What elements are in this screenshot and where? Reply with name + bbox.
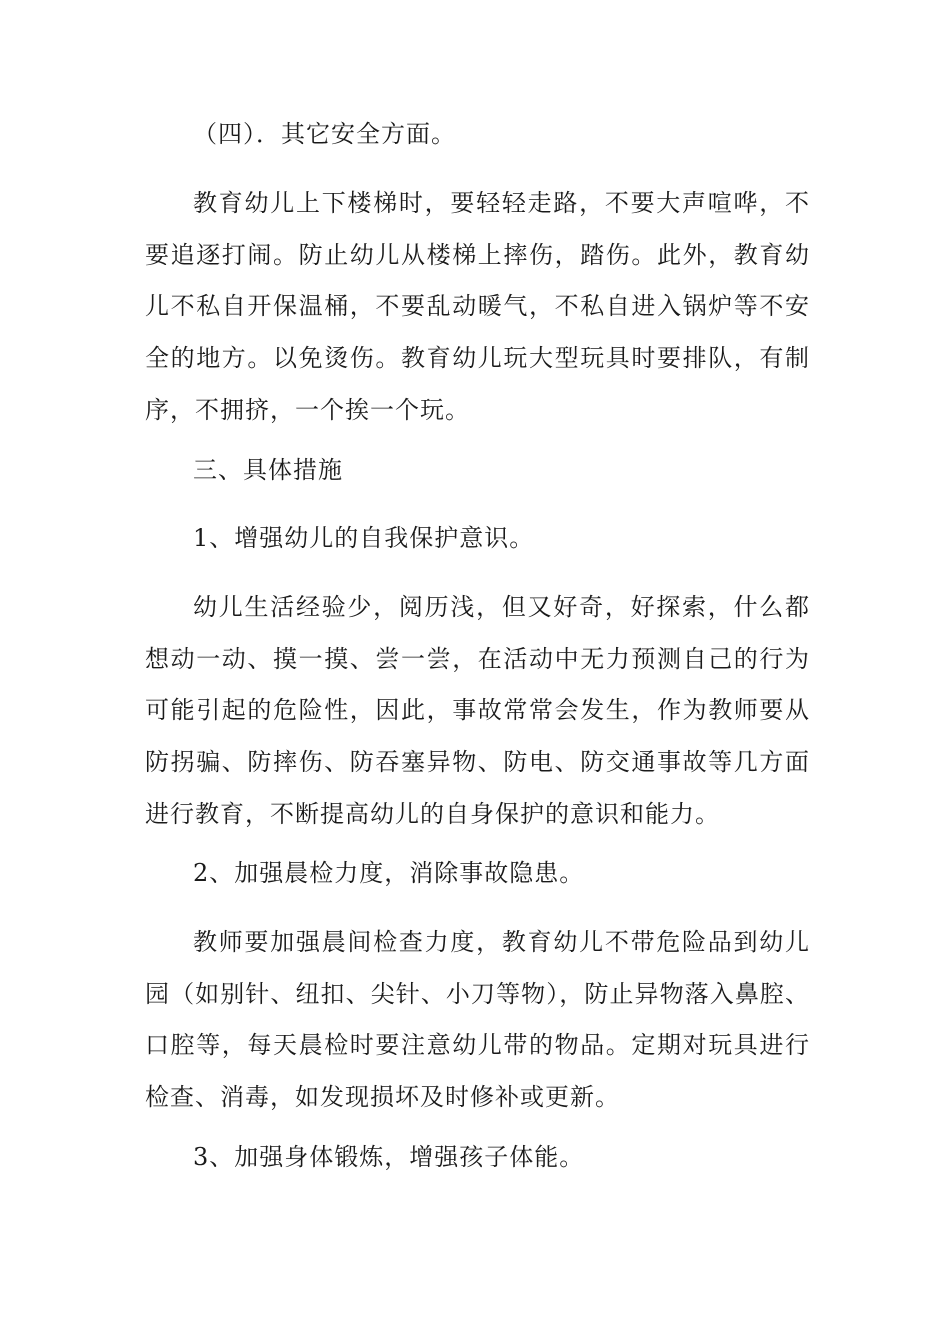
item-heading-self-protection: 1、增强幼儿的自我保护意识。 xyxy=(193,524,535,552)
paragraph-stair-safety: 教育幼儿上下楼梯时，要轻轻走路，不要大声喧哗，不要追逐打闹。防止幼儿从楼梯上摔伤，踏伤。此外，教育幼儿不私自开保温桶，不要乱动暖气，不私自进入锅炉等不安全的地方。以免烫伤。教育幼儿玩大型玩具时要排队，有制序，不拥挤，一个挨一个玩。 xyxy=(145,189,810,424)
item-heading-exercise: 3、加强身体锻炼，增强孩子体能。 xyxy=(193,1143,585,1171)
section-heading-other-safety: （四）．其它安全方面。 xyxy=(193,120,456,148)
paragraph-self-protection: 幼儿生活经验少，阅历浅，但又好奇，好探索，什么都想动一动、摸一摸、尝一尝，在活动中无力预测自己的行为可能引起的危险性，因此，事故常常会发生，作为教师要从防拐骗、防摔伤、防吞塞异物、防电、防交通事故等几方面进行教育，不断提高幼儿的自身保护的意识和能力。 xyxy=(145,593,810,828)
section-heading-measures: 三、具体措施 xyxy=(193,456,343,484)
paragraph-morning-check: 教师要加强晨间检查力度，教育幼儿不带危险品到幼儿园（如别针、纽扣、尖针、小刀等物），防止异物落入鼻腔、口腔等，每天晨检时要注意幼儿带的物品。定期对玩具进行检查、消毒，如发现损坏及时修补或更新。 xyxy=(145,928,810,1112)
item-heading-morning-check: 2、加强晨检力度，消除事故隐患。 xyxy=(193,859,585,887)
